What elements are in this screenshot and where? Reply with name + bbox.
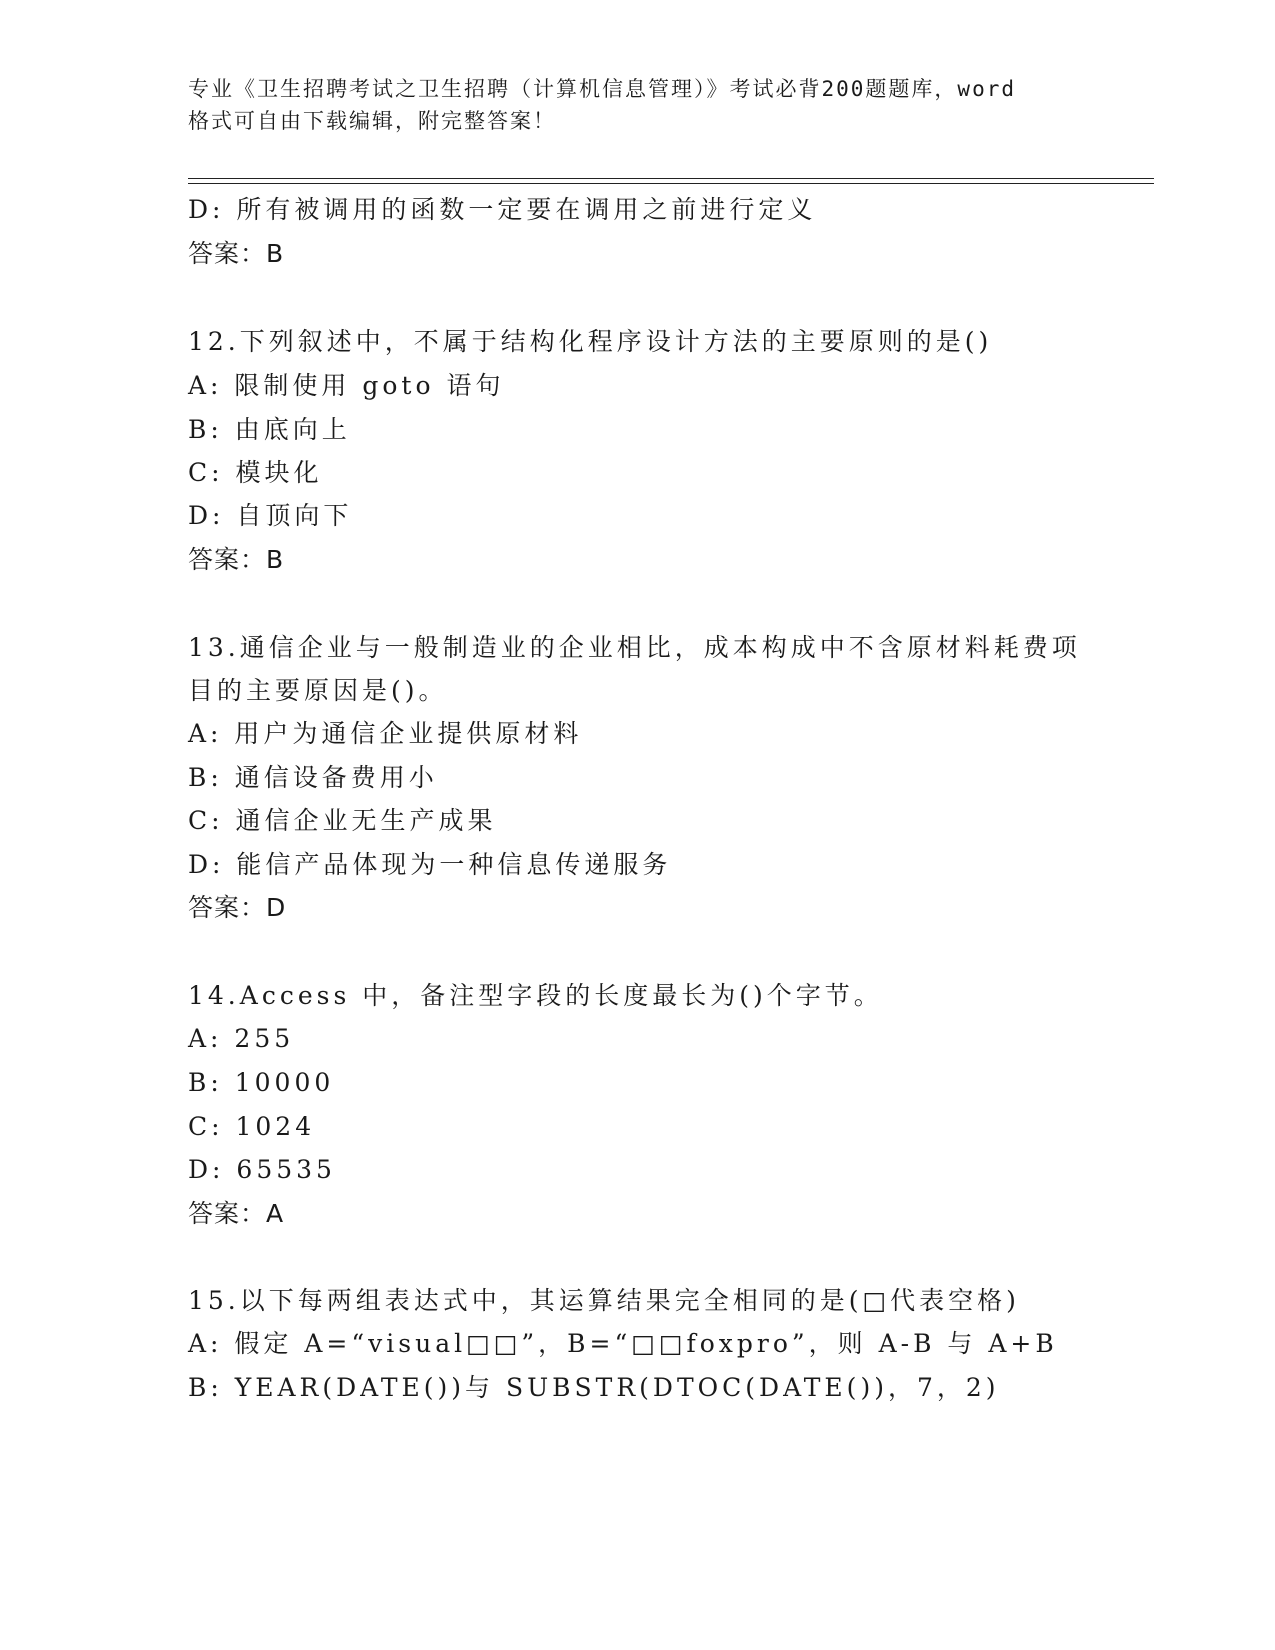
q12-stem: 12.下列叙述中，不属于结构化程序设计方法的主要原则的是()	[188, 327, 993, 356]
header-line-1: 专业《卫生招聘考试之卫生招聘（计算机信息管理）》考试必背200题题库，word	[188, 77, 1016, 101]
q15-stem: 15.以下每两组表达式中，其运算结果完全相同的是(□代表空格)	[188, 1286, 1020, 1315]
header-line-2: 格式可自由下载编辑，附完整答案！	[188, 109, 556, 133]
q14-option-a: A: 255	[188, 1024, 295, 1053]
prev-question-option-d: D: 所有被调用的函数一定要在调用之前进行定义	[188, 195, 817, 224]
q14-answer: 答案：A	[188, 1199, 285, 1228]
q12-option-c: C: 模块化	[188, 458, 323, 487]
q12-option-d: D: 自顶向下	[188, 501, 353, 530]
q13-option-d: D: 能信产品体现为一种信息传递服务	[188, 850, 672, 879]
q14-option-b: B: 10000	[188, 1068, 335, 1097]
q12-option-b: B: 由底向上	[188, 415, 351, 444]
q15-option-a: A: 假定 A=“visual□□”，B=“□□foxpro”，则 A-B 与 A+B	[188, 1329, 1058, 1358]
header-divider-bottom	[188, 183, 1154, 184]
q14-option-c: C: 1024	[188, 1112, 316, 1141]
prev-question-answer: 答案：B	[188, 239, 285, 268]
q13-option-a: A: 用户为通信企业提供原材料	[188, 719, 583, 748]
q13-option-c: C: 通信企业无生产成果	[188, 806, 497, 835]
q13-option-b: B: 通信设备费用小	[188, 763, 438, 792]
q12-option-a: A: 限制使用 goto 语句	[188, 371, 505, 400]
q12-answer: 答案：B	[188, 545, 285, 574]
q14-stem: 14.Access 中，备注型字段的长度最长为()个字节。	[188, 981, 883, 1010]
document-header	[188, 73, 1088, 137]
q13-answer: 答案：D	[188, 893, 287, 922]
header-divider-top	[188, 178, 1154, 179]
q13-stem-line-2: 目的主要原因是()。	[188, 676, 448, 705]
q15-option-b: B: YEAR(DATE())与 SUBSTR(DTOC(DATE())，7，2)	[188, 1373, 1000, 1402]
q14-option-d: D: 65535	[188, 1155, 336, 1184]
q13-stem-line-1: 13.通信企业与一般制造业的企业相比，成本构成中不含原材料耗费项	[188, 633, 1081, 662]
